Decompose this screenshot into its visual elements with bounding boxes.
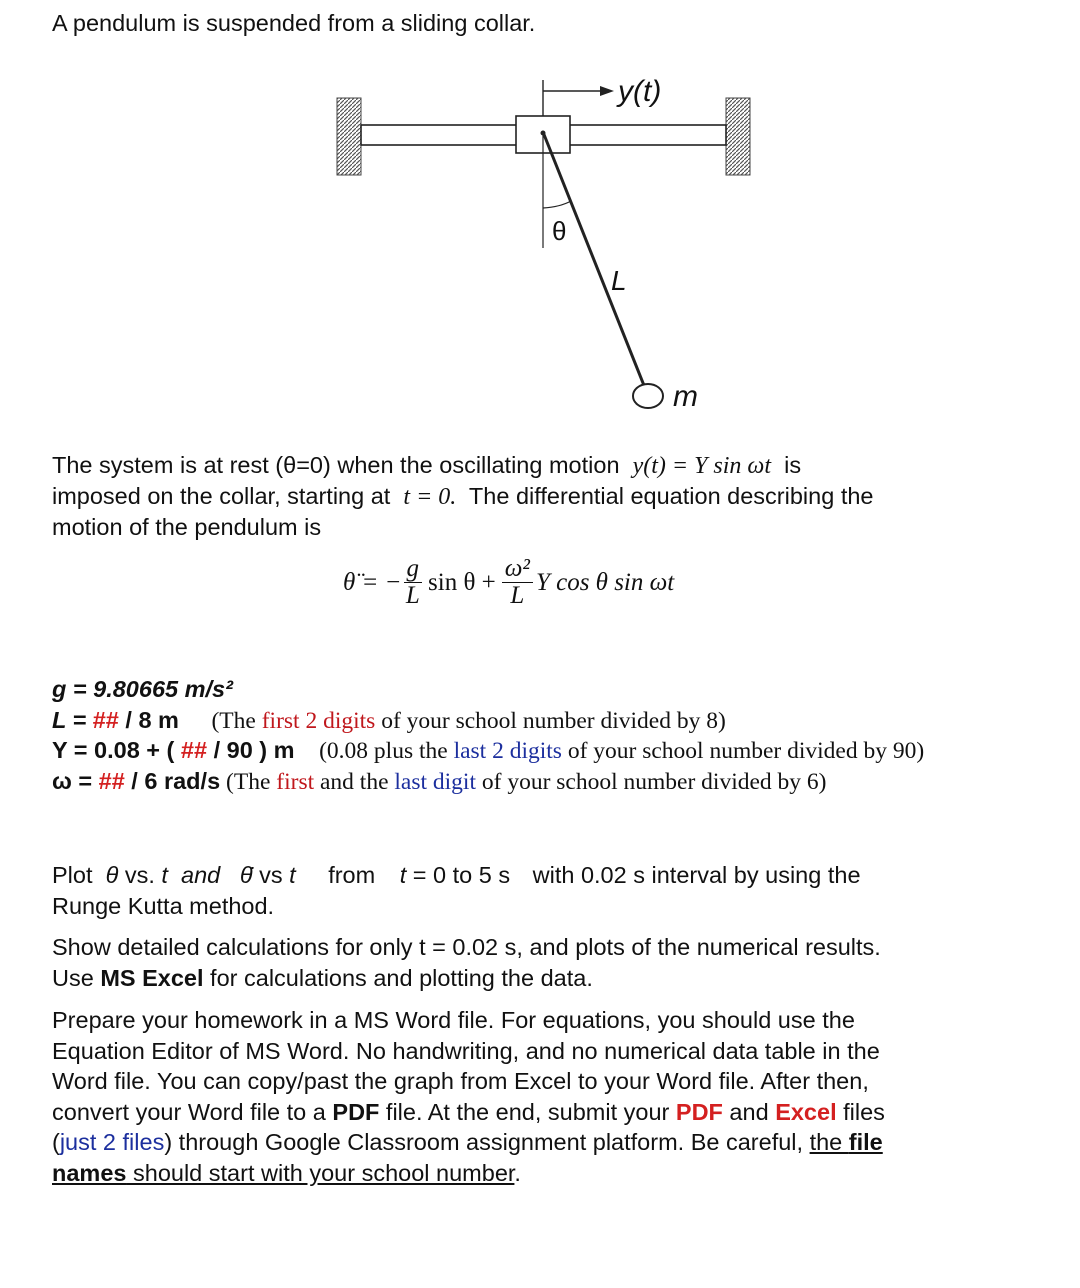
param-L-note-a: (The: [211, 708, 262, 734]
prepare-pdf-red: PDF: [675, 1099, 723, 1125]
label-m: m: [673, 380, 698, 413]
prepare-line-3: Word file. You can copy/past the graph from Excel to your Word file. After then,: [52, 1068, 869, 1094]
show-text-b: for calculations and plotting the data.: [203, 965, 593, 991]
prepare-file-bold: file: [848, 1129, 883, 1155]
param-L-note-b: of your school number divided by 8): [375, 708, 726, 734]
plot-t-2: t: [289, 862, 296, 888]
plot-theta: θ: [105, 862, 119, 888]
plot-word: Plot: [52, 862, 93, 888]
param-g: g = 9.80665 m/s²: [52, 676, 233, 702]
prepare-l6-u2: should start with your school number: [126, 1160, 515, 1186]
prepare-line-5: [52, 1127, 883, 1158]
param-w-note-b: of your school number divided by 6): [476, 769, 827, 795]
prepare-l4-b: file. At the end, submit your: [379, 1099, 676, 1125]
param-Y-suffix: / 90 ) m: [207, 737, 295, 763]
y-arrow-head: [600, 86, 614, 96]
label-theta: θ: [552, 216, 567, 246]
plot-thetadot: θ̇: [239, 862, 253, 888]
param-w-suffix: / 6 rad/s: [124, 768, 221, 794]
param-w-hash: ##: [98, 768, 125, 794]
show-ms-excel: MS Excel: [100, 965, 204, 991]
prepare-line-6: [52, 1158, 521, 1189]
intro-text: A pendulum is suspended from a sliding collar.: [52, 10, 536, 36]
prepare-l4-d: files: [836, 1099, 885, 1125]
prepare-l4-a: convert your Word file to a: [52, 1099, 333, 1125]
param-Y-prefix: Y = 0.08 + (: [52, 737, 181, 763]
param-L-prefix: L =: [52, 707, 93, 733]
angle-arc: [543, 201, 571, 208]
prepare-l5-u1: the: [809, 1129, 849, 1155]
start-time: t = 0.: [403, 484, 457, 510]
show-line-1: Show detailed calculations for only t = 0.02 s, and plots of the numerical results.: [52, 934, 881, 960]
param-w-note-blue: last digit: [394, 769, 476, 795]
param-w-note-red: first: [276, 769, 315, 795]
prepare-line-2: Equation Editor of MS Word. No handwriting, and no numerical data table in the: [52, 1038, 880, 1064]
prepare-l5-b: ) through Google Classroom assignment platform. Be careful,: [164, 1129, 810, 1155]
param-L-suffix: / 8 m: [118, 707, 179, 733]
show-line-2: [52, 963, 593, 994]
prepare-line-1: Prepare your homework in a MS Word file. For equations, you should use the: [52, 1007, 855, 1033]
param-Y-note-b: of your school number divided by 90): [561, 738, 925, 764]
show-text-a: Use: [52, 965, 101, 991]
eq-mid: sin θ +: [428, 568, 496, 596]
param-L-note-red: first 2 digits: [261, 708, 376, 734]
differential-equation: [343, 545, 674, 620]
description-text-b: is: [784, 452, 802, 478]
plot-and: and: [181, 862, 221, 888]
eq-num-1: g: [404, 556, 423, 583]
right-wall: [726, 98, 750, 175]
plot-interval: with 0.02 s interval by using the: [532, 862, 861, 888]
eq-den-1: L: [405, 582, 420, 609]
param-w-prefix: ω =: [52, 768, 99, 794]
description-text-a: The system is at rest (θ=0) when the oscillating motion: [52, 452, 620, 478]
label-y-t: y(t): [618, 75, 662, 108]
plot-line-1: [52, 860, 861, 891]
prepare-pdf-bold: PDF: [332, 1099, 380, 1125]
eq-lhs: θ̈ = −: [343, 568, 402, 596]
param-w-note-mid: and the: [314, 769, 395, 795]
param-w-note-a: (The: [220, 769, 277, 795]
param-Y-note-a: (0.08 plus the: [319, 738, 454, 764]
pendulum-bob: [633, 384, 663, 408]
eq-den-2: L: [510, 582, 525, 609]
plot-from: from: [328, 862, 376, 888]
eq-tail: Y cos θ sin ωt: [535, 568, 675, 596]
pendulum-figure: [0, 0, 1080, 420]
plot-t-1: t: [161, 862, 168, 888]
pivot-point: [541, 131, 546, 136]
description-line-1: [52, 450, 801, 482]
param-Y-note-blue: last 2 digits: [453, 738, 562, 764]
plot-vs-2: vs: [252, 862, 290, 888]
prepare-l6-end: .: [514, 1160, 521, 1186]
param-Y-hash: ##: [180, 737, 208, 763]
eq-fraction-1: [404, 556, 423, 609]
prepare-l4-c: and: [722, 1099, 776, 1125]
label-L: L: [611, 265, 627, 296]
prepare-excel-red: Excel: [775, 1099, 837, 1125]
motion-equation: y(t) = Y sin ωt: [632, 453, 772, 479]
param-Y: [52, 735, 924, 767]
param-L: [52, 705, 726, 737]
left-wall: [337, 98, 361, 175]
param-omega: [52, 766, 826, 798]
prepare-just-2-files: just 2 files: [59, 1129, 165, 1155]
prepare-l5-a: (: [52, 1129, 60, 1155]
plot-line-2: Runge Kutta method.: [52, 893, 275, 919]
description-text-c: imposed on the collar, starting at: [52, 483, 391, 509]
eq-num-2: ω²: [502, 556, 533, 583]
eq-fraction-2: [502, 556, 533, 609]
description-line-3: motion of the pendulum is: [52, 514, 322, 540]
plot-range-t: t: [399, 862, 407, 888]
pendulum-string: [543, 132, 645, 388]
description-text-d: The differential equation describing the: [468, 483, 874, 509]
param-L-hash: ##: [92, 707, 119, 733]
prepare-names-bold: names: [52, 1160, 127, 1186]
plot-range: = 0 to 5 s: [406, 862, 511, 888]
prepare-line-4: [52, 1097, 885, 1128]
description-line-2: [52, 481, 873, 513]
plot-vs-1: vs.: [118, 862, 162, 888]
